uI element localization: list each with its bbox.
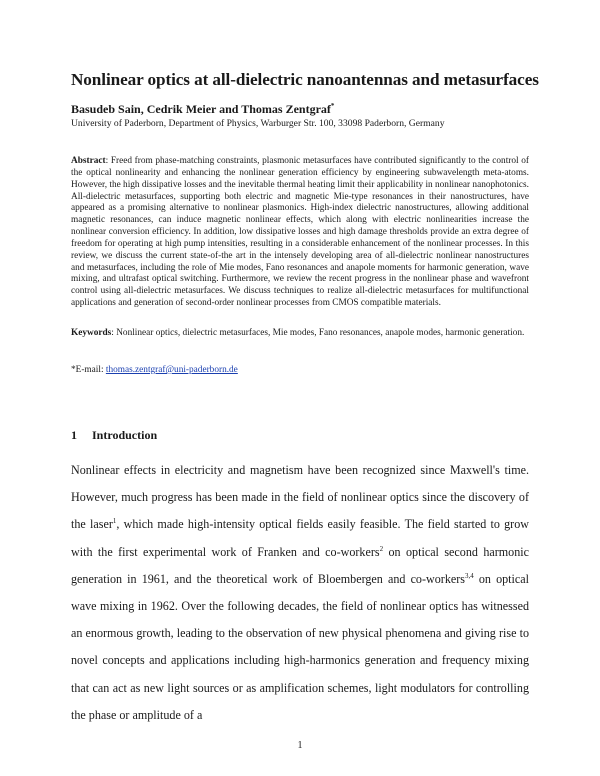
section-title: Introduction — [92, 428, 158, 442]
author-names: Basudeb Sain, Cedrik Meier and Thomas Zentgraf — [71, 102, 331, 116]
keywords-text: : Nonlinear optics, dielectric metasurfaces, Mie modes, Fano resonances, anapole modes, harmonic generation. — [111, 328, 525, 338]
reference-3-4[interactable]: 3,4 — [464, 571, 474, 580]
intro-text-3: on optical second harmonic generation in 1961, and the theoretical work of Bloembergen and co-workers — [71, 544, 529, 586]
corresponding-author-marker: * — [330, 102, 335, 110]
section-heading — [71, 428, 157, 443]
abstract — [71, 156, 529, 310]
email-link[interactable]: thomas.zentgraf@uni-paderborn.de — [105, 365, 238, 375]
intro-text-1: Nonlinear effects in electricity and magnetism have been recognized since Maxwell's time. However, much progress has been made in the field of nonlinear optics since the discovery of the laser — [71, 463, 529, 532]
reference-1[interactable]: 1 — [112, 517, 117, 526]
paper-title: Nonlinear optics at all-dielectric nanoantennas and metasurfaces — [71, 70, 539, 89]
author-list — [71, 102, 334, 117]
keywords-label: Keywords — [71, 328, 112, 338]
email-line — [71, 365, 238, 375]
keywords — [71, 328, 529, 340]
abstract-label: Abstract — [71, 156, 106, 166]
intro-text-2: , which made high-intensity optical fields easily feasible. The field started to grow with the first experimental work of Franken and co-workers — [71, 517, 529, 559]
abstract-text: : Freed from phase-matching constraints, plasmonic metasurfaces have contributed significantly to the control of the optical nonlinearity and enhancing the nonlinear generation efficiency by engineering subwavelength meta-atoms. However, the high dissipative losses and the inevitable thermal heating limit their applicability in nonlinear nanophotonics. All-dielectric metasurfaces, supporting both electric and magnetic Mie-type resonances in their nanostructures, have appeared as a promising alternative to nonlinear plasmonics. High-index dielectric nanostructures, allowing additional magnetic resonances, can induce magnetic nonlinear effects, which along with electric nonlinearities increase the nonlinear conversion efficiency. In addition, low dissipative losses and high damage thresholds provide an extra degree of freedom for operating at high pump intensities, resulting in a considerable enhancement of the nonlinear processes. In this review, we discuss the current state-of-the art in the intensely developing area of all-dielectric nonlinear nanostructures and metasurfaces, including the role of Mie modes, Fano resonances and anapole moments for harmonic generation, wave mixing, and ultrafast optical switching. Furthermore, we review the recent progress in the nonlinear phase and wavefront control using all-dielectric metasurfaces. We discuss techniques to realize all-dielectric metasurfaces for multifunctional applications and generation of second-order nonlinear processes from CMOS compatible materials. — [71, 156, 529, 309]
page-number: 1 — [297, 740, 303, 751]
section-number: 1 — [71, 428, 77, 442]
reference-2[interactable]: 2 — [379, 544, 384, 553]
introduction-paragraph — [71, 457, 529, 729]
affiliation: University of Paderborn, Department of Physics, Warburger Str. 100, 33098 Paderborn, Germany — [71, 118, 445, 129]
email-label: *E-mail: — [71, 365, 106, 375]
intro-text-4: on optical wave mixing in 1962. Over the following decades, the field of nonlinear optics has witnessed an enormous growth, leading to the observation of new physical phenomena and giving rise to novel concepts and applications including high-harmonics generation and frequency mixing that can act as new light sources or as amplification schemes, light modulators for controlling the phase or amplitude of a — [71, 571, 529, 722]
